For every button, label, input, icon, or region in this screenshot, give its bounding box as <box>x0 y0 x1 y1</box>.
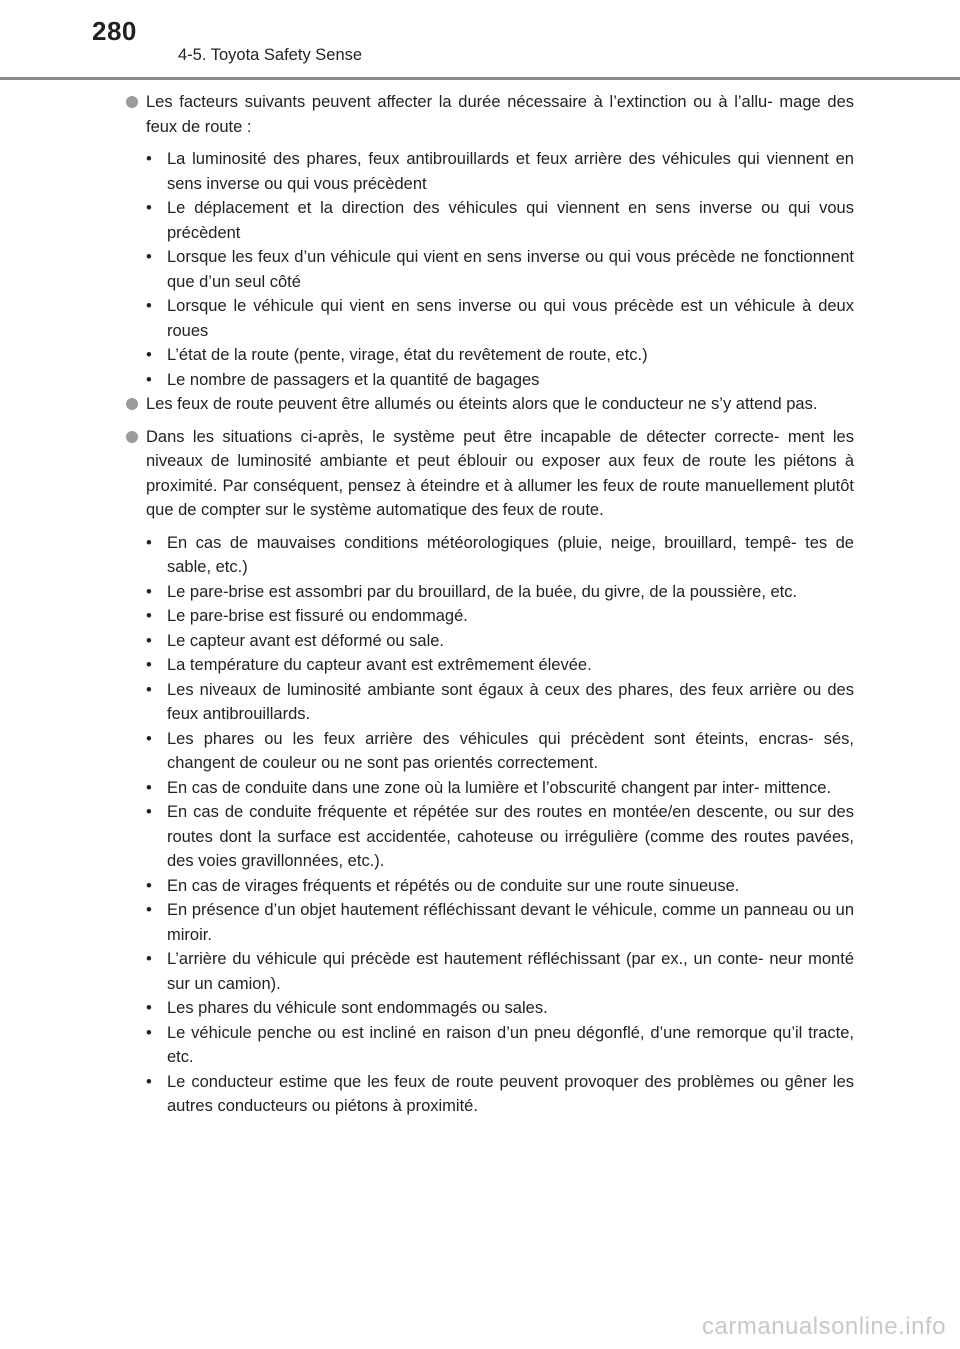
sub-list-item-text: Le conducteur estime que les feux de route peuvent provoquer des problèmes ou gêner les autres conducteurs ou piétons à proximité. <box>167 1072 854 1115</box>
bullet-item-text: Les facteurs suivants peuvent affecter la durée nécessaire à l’extinction ou à l’allu- mage des feux de route : <box>146 93 854 136</box>
sub-bullet-icon: • <box>146 607 152 625</box>
sub-list-item <box>146 678 854 727</box>
sub-bullet-icon: • <box>146 1023 152 1042</box>
sub-list-item-text: Lorsque les feux d’un véhicule qui vient en sens inverse ou qui vous précède ne fonctionnent que d’un seul côté <box>167 248 854 291</box>
sub-list-item <box>146 531 854 580</box>
sub-list-item-text: En cas de mauvaises conditions météorologiques (pluie, neige, brouillard, tempê- tes de sable, etc.) <box>167 533 854 576</box>
page-header <box>0 0 960 80</box>
sub-list-item-text: Le véhicule penche ou est incliné en raison d’un pneu dégonflé, d’une remorque qu’il tracte, etc. <box>167 1023 854 1066</box>
sub-list-item <box>146 147 854 196</box>
bullet-item-text: Dans les situations ci-après, le système peut être incapable de détecter correcte- ment les niveaux de luminosité ambiante et peut éblouir ou exposer aux feux de route les piétons à proximité. Par conséquent, pensez à éteindre et à allumer les feux de route manuellement plutôt que de compter sur le système automatique des feux de route. <box>146 427 854 519</box>
bullet-item <box>126 392 854 417</box>
sub-list-item-text: La température du capteur avant est extrêmement élevée. <box>167 656 592 674</box>
sub-bullet-icon: • <box>146 150 152 168</box>
sub-bullet-icon: • <box>146 346 152 364</box>
sub-bullet-icon: • <box>146 248 152 266</box>
sub-list-item <box>146 776 854 801</box>
sub-list-item <box>146 1070 854 1119</box>
sub-list-item-text: Le pare-brise est assombri par du brouillard, de la buée, du givre, de la poussière, etc. <box>167 582 798 601</box>
sub-bullet-icon: • <box>146 1072 152 1091</box>
sub-list <box>126 147 854 392</box>
sub-list-item-text: En cas de conduite fréquente et répétée sur des routes en montée/en descente, ou sur des routes dont la surface est accidentée, cahoteuse ou irrégulière (comme des routes pavées, des voies gravillonnées, etc.). <box>167 803 854 870</box>
bullet-dot-icon <box>126 398 138 410</box>
sub-list-item-text: Le capteur avant est déformé ou sale. <box>167 631 445 650</box>
sub-list-item <box>146 368 854 393</box>
sub-list-item <box>146 727 854 776</box>
section-title: 4-5. Toyota Safety Sense <box>178 46 363 64</box>
sub-bullet-icon: • <box>146 950 152 968</box>
sub-bullet-icon: • <box>146 656 152 674</box>
bullet-item-text: Les feux de route peuvent être allumés ou éteints alors que le conducteur ne s’y attend pas. <box>146 395 818 413</box>
sub-list-item-text: L’arrière du véhicule qui précède est hautement réfléchissant (par ex., un conte- neur monté sur un camion). <box>167 950 854 993</box>
sub-list-item-text: La luminosité des phares, feux antibrouillards et feux arrière des véhicules qui viennent en sens inverse ou qui vous précèdent <box>167 150 854 193</box>
sub-list-item <box>146 947 854 996</box>
sub-bullet-icon: • <box>146 582 152 601</box>
sub-list-item <box>146 580 854 605</box>
sub-list-item-text: Les niveaux de luminosité ambiante sont égaux à ceux des phares, des feux arrière ou des feux antibrouillards. <box>167 680 854 723</box>
sub-bullet-icon: • <box>146 631 152 650</box>
sub-list-item <box>146 1021 854 1070</box>
watermark-logo: carmanualsonline.info <box>702 1313 946 1340</box>
sub-bullet-icon: • <box>146 778 152 797</box>
sub-list-item <box>146 653 854 678</box>
sub-list-item-text: En présence d’un objet hautement réfléchissant devant le véhicule, comme un panneau ou un miroir. <box>167 901 854 944</box>
sub-bullet-icon: • <box>146 729 152 748</box>
sub-list-item-text: Le pare-brise est fissuré ou endommagé. <box>167 607 468 625</box>
sub-list-item <box>146 800 854 874</box>
page-number: 280 <box>92 16 137 46</box>
sub-list-item <box>146 898 854 947</box>
sub-bullet-icon: • <box>146 199 152 217</box>
sub-list-item-text: Lorsque le véhicule qui vient en sens inverse ou qui vous précède est un véhicule à deux roues <box>167 297 854 340</box>
sub-bullet-icon: • <box>146 999 152 1017</box>
sub-bullet-icon: • <box>146 370 152 389</box>
sub-list-item <box>146 604 854 629</box>
page-content <box>126 90 854 1119</box>
sub-list-item-text: En cas de virages fréquents et répétés ou de conduite sur une route sinueuse. <box>167 876 740 895</box>
sub-bullet-icon: • <box>146 876 152 895</box>
sub-list-item-text: L’état de la route (pente, virage, état du revêtement de route, etc.) <box>167 346 648 364</box>
sub-bullet-icon: • <box>146 680 152 699</box>
sub-bullet-icon: • <box>146 803 152 821</box>
sub-list-item <box>146 874 854 899</box>
sub-list-item-text: Le déplacement et la direction des véhicules qui viennent en sens inverse ou qui vous précèdent <box>167 199 854 242</box>
sub-list-item <box>146 294 854 343</box>
bullet-item <box>126 425 854 523</box>
sub-list-item <box>146 996 854 1021</box>
bullet-item <box>126 90 854 139</box>
sub-list-item-text: Le nombre de passagers et la quantité de bagages <box>167 370 540 389</box>
bullet-dot-icon <box>126 431 138 443</box>
header-divider <box>0 77 960 80</box>
sub-list-item-text: Les phares du véhicule sont endommagés ou sales. <box>167 999 548 1017</box>
sub-list <box>126 531 854 1119</box>
sub-list-item-text: En cas de conduite dans une zone où la lumière et l’obscurité changent par inter- mittence. <box>167 778 832 797</box>
sub-list-item <box>146 245 854 294</box>
bullet-dot-icon <box>126 96 138 108</box>
sub-list-item <box>146 629 854 654</box>
sub-list-item <box>146 196 854 245</box>
sub-list-item <box>146 343 854 368</box>
sub-list-item-text: Les phares ou les feux arrière des véhicules qui précèdent sont éteints, encras- sés, changent de couleur ou ne sont pas orientés correctement. <box>167 729 854 772</box>
sub-bullet-icon: • <box>146 297 152 315</box>
sub-bullet-icon: • <box>146 901 152 919</box>
sub-bullet-icon: • <box>146 533 152 552</box>
